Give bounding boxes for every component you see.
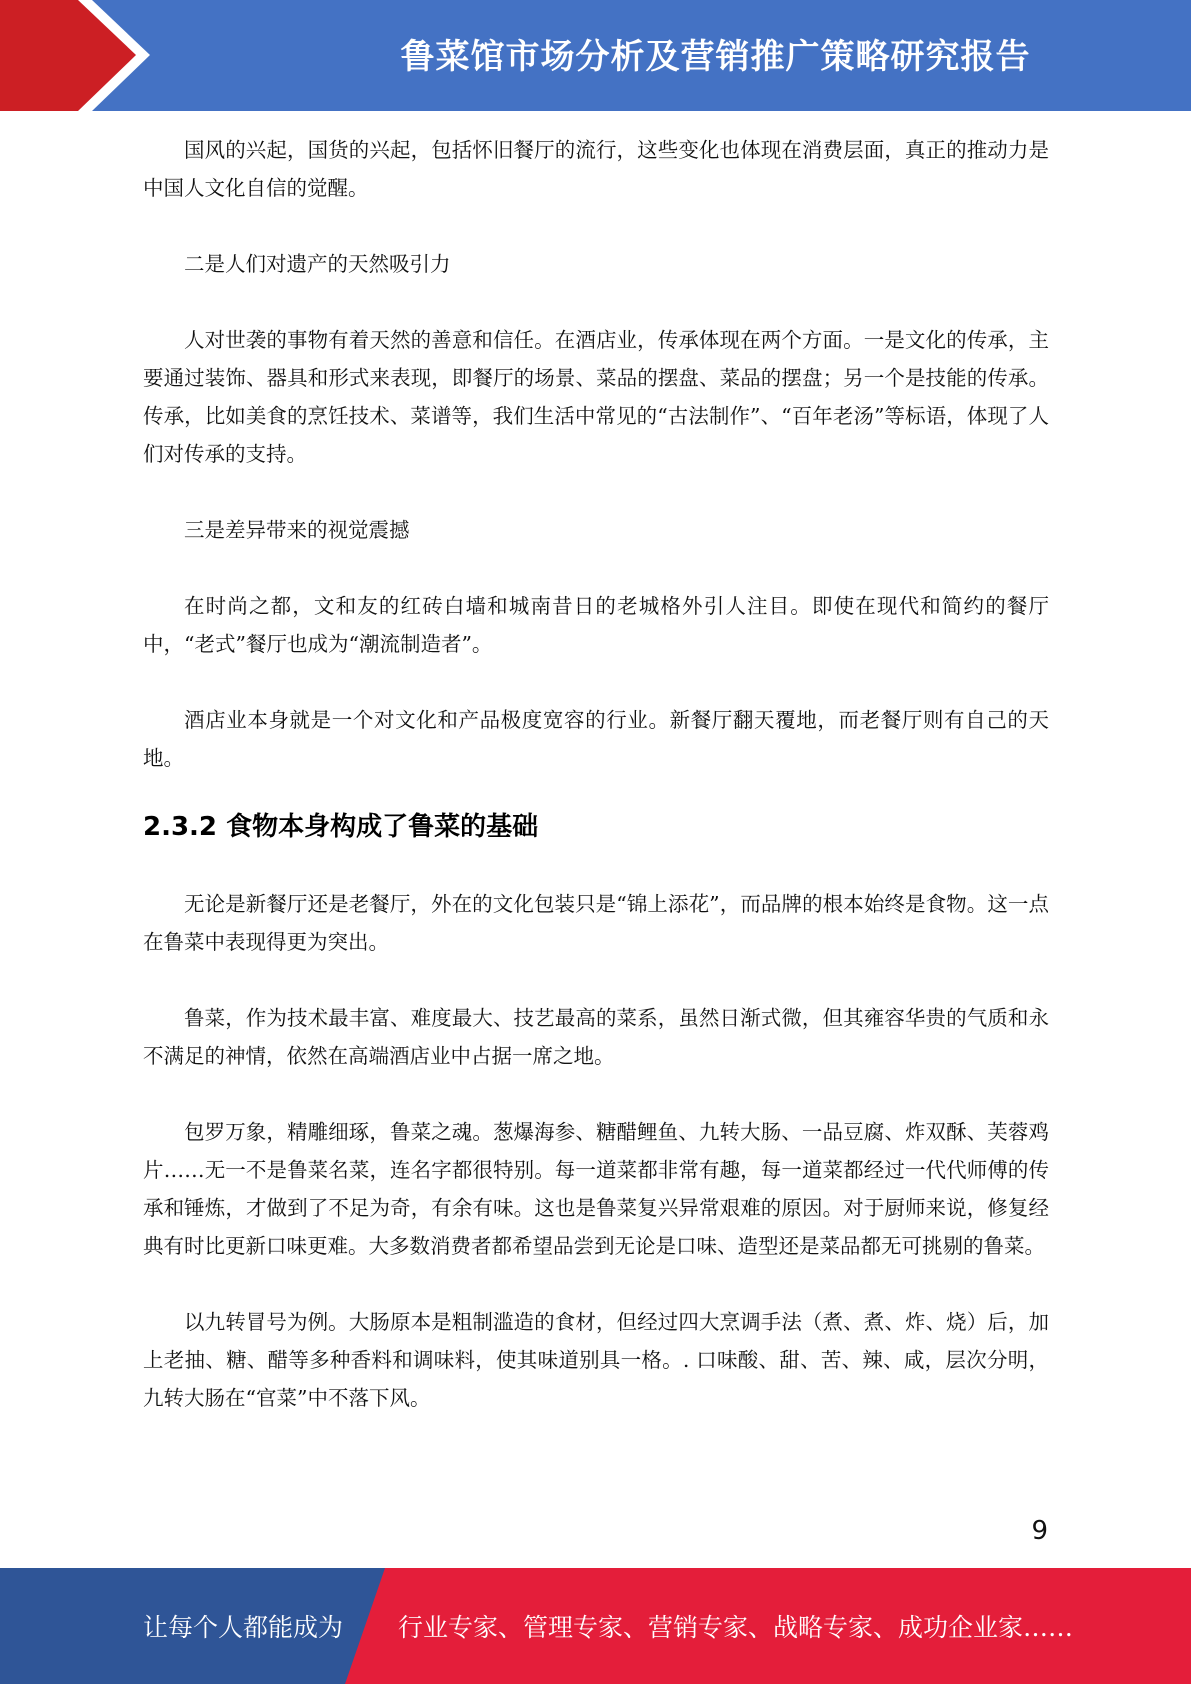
paragraph: 国风的兴起，国货的兴起，包括怀旧餐厅的流行，这些变化也体现在消费层面，真正的推动力是中国人文化自信的觉醒。: [143, 138, 1049, 200]
paragraph: 包罗万象，精雕细琢，鲁菜之魂。葱爆海参、糖醋鲤鱼、九转大肠、一品豆腐、炸双酥、芙蓉鸡片……无一不是鲁菜名菜，连名字都很特别。每一道菜都非常有趣，每一道菜都经过一代代师傅的传承和锤炼，才做到了不足为奇，有余有味。这也是鲁菜复兴异常艰难的原因。对于厨师来说，修复经典有时比更新口味更难。大多数消费者都希望品尝到无论是口味、造型还是菜品都无可挑剔的鲁菜。: [143, 1120, 1049, 1258]
spacer: [143, 473, 1049, 511]
document-body: [143, 131, 1049, 1417]
report-title: 鲁菜馆市场分析及营销推广策略研究报告: [400, 37, 1031, 77]
spacer: [143, 1265, 1049, 1303]
paragraph: 以九转冒号为例。大肠原本是粗制滥造的食材，但经过四大烹调手法（煮、煮、炸、烧）后，加上老抽、糖、醋等多种香料和调味料，使其味道别具一格。. 口味酸、甜、苦、辣、咸，层次分明，九转大肠在“官菜”中不落下风。: [143, 1310, 1049, 1410]
spacer: [143, 549, 1049, 587]
page-number: 9: [1031, 1516, 1048, 1546]
paragraph: 酒店业本身就是一个对文化和产品极度宽容的行业。新餐厅翻天覆地，而老餐厅则有自己的天地。: [143, 708, 1049, 770]
paragraph-subpoint: 三是差异带来的视觉震撼: [184, 518, 410, 542]
paragraph: 在时尚之都，文和友的红砖白墙和城南昔日的老城格外引人注目。即使在现代和简约的餐厅中，“老式”餐厅也成为“潮流制造者”。: [143, 594, 1049, 656]
spacer: [143, 207, 1049, 245]
paragraph: 人对世袭的事物有着天然的善意和信任。在酒店业，传承体现在两个方面。一是文化的传承，主要通过装饰、器具和形式来表现，即餐厅的场景、菜品的摆盘、菜品的摆盘；另一个是技能的传承。传承，比如美食的烹饪技术、菜谱等，我们生活中常见的“古法制作”、“百年老汤”等标语，体现了人们对传承的支持。: [143, 328, 1049, 466]
section-heading: 2.3.2 食物本身构成了鲁菜的基础: [143, 812, 539, 842]
spacer: [143, 283, 1049, 321]
spacer: [143, 777, 1049, 807]
page-footer: [0, 1568, 1191, 1684]
spacer: [143, 1075, 1049, 1113]
footer-slogan-left: 让每个人都能成为: [143, 1613, 344, 1642]
footer-slogan-right: 行业专家、管理专家、营销专家、战略专家、成功企业家……: [398, 1613, 1074, 1642]
spacer: [143, 663, 1049, 701]
paragraph-subpoint: 二是人们对遗产的天然吸引力: [184, 252, 451, 276]
page-header: [0, 0, 1191, 111]
paragraph: 鲁菜，作为技术最丰富、难度最大、技艺最高的菜系，虽然日渐式微，但其雍容华贵的气质和永不满足的神情，依然在高端酒店业中占据一席之地。: [143, 1006, 1049, 1068]
spacer: [143, 847, 1049, 885]
paragraph: 无论是新餐厅还是老餐厅，外在的文化包装只是“锦上添花”，而品牌的根本始终是食物。这一点在鲁菜中表现得更为突出。: [143, 892, 1049, 954]
spacer: [143, 961, 1049, 999]
